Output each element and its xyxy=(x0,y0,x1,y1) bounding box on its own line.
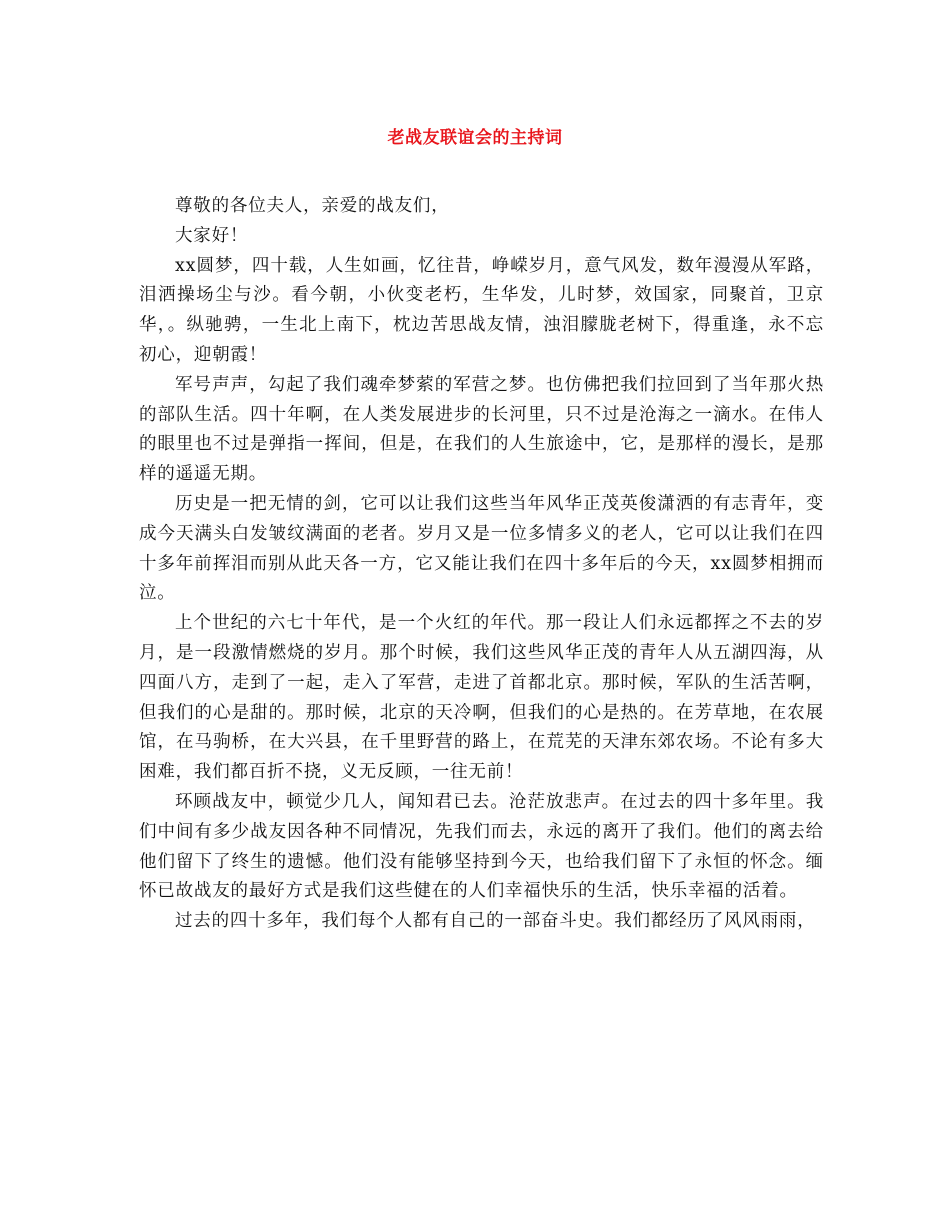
paragraph-greeting: 尊敬的各位夫人，亲爱的战友们， xyxy=(175,196,450,216)
paragraph-history: 历史是一把无情的剑，它可以让我们这些当年风华正茂英俊潇洒的有志青年，变成今天满头白发皱纹满面的老者。岁月又是一位多情多义的老人，它可以让我们在四十多年前挥泪而别从此天各一方，它又能让我们在四十多年后的今天，xx圆梦相拥而泣。 xyxy=(139,493,824,604)
paragraph-remembrance: 环顾战友中，顿觉少几人，闻知君已去。沧茫放悲声。在过去的四十多年里。我们中间有多少战友因各种不同情况，先我们而去，永远的离开了我们。他们的离去给他们留下了终生的遗憾。他们没有能够坚持到今天，也给我们留下了永恒的怀念。缅怀已故战友的最好方式是我们这些健在的人们幸福快乐的生活，快乐幸福的活着。 xyxy=(139,791,824,902)
document-title: 老战友联谊会的主持词 xyxy=(387,128,563,148)
paragraph-era: 上个世纪的六七十年代，是一个火红的年代。那一段让人们永远都挥之不去的岁月，是一段激情燃烧的岁月。那个时候，我们这些风华正茂的青年人从五湖四海，从四面八方，走到了一起，走入了军营，走进了首都北京。那时候，军队的生活苦啊，但我们的心是甜的。那时候，北京的天冷啊，但我们的心是热的。在芳草地，在农展馆，在马驹桥，在大兴县，在千里野营的路上，在荒芜的天津东郊农场。不论有多大困难，我们都百折不挠，义无反顾，一往无前！ xyxy=(139,613,824,783)
paragraph-poem: xx圆梦，四十载，人生如画，忆往昔，峥嵘岁月，意气风发，数年漫漫从军路，泪洒操场尘与沙。看今朝，小伙变老朽，生华发，儿时梦，效国家，同聚首，卫京华，。纵驰骋，一生北上南下，枕边苦思战友情，浊泪朦胧老树下，得重逢，永不忘初心，迎朝霞！ xyxy=(139,255,824,365)
paragraph-bugle: 军号声声，勾起了我们魂牵梦萦的军营之梦。也仿佛把我们拉回到了当年那火热的部队生活。四十年啊，在人类发展进步的长河里，只不过是沧海之一滴水。在伟人的眼里也不过是弹指一挥间，但是，在我们的人生旅途中，它，是那样的漫长，是那样的遥遥无期。 xyxy=(139,374,824,485)
paragraph-hello: 大家好！ xyxy=(175,225,249,246)
paragraph-struggle: 过去的四十多年，我们每个人都有自己的一部奋斗史。我们都经历了风风雨雨， xyxy=(175,911,816,932)
document-body xyxy=(139,192,824,937)
